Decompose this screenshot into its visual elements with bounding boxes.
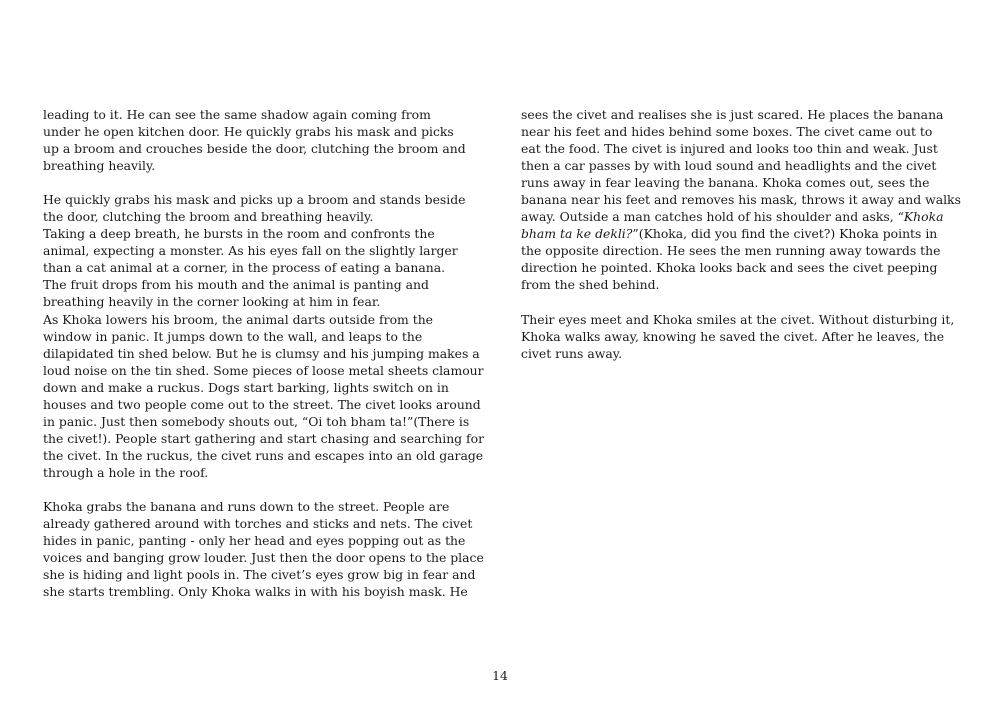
text-line: the civet. In the ruckus, the civet runs and escapes into an old garage [43,447,484,463]
paragraph-1 [43,106,483,174]
text-line: direction he pointed. Khoka looks back and sees the civet peeping [521,260,938,276]
text-line: than a cat animal at a corner, in the process of eating a banana. [43,260,446,276]
text-line: window in panic. It jumps down to the wall, and leaps to the [43,328,423,344]
text-line: The fruit drops from his mouth and the animal is panting and [43,277,429,293]
text-run: ”(Khoka, did you find the civet?) Khoka points in [632,226,938,242]
italic-phrase: bham ta ke dekli? [521,226,633,242]
text-line: in panic. Just then somebody shouts out, “Oi toh bham ta!”(There is [43,413,470,429]
text-line: civet runs away. [521,345,623,361]
paragraph-spacer [43,174,483,191]
text-line: up a broom and crouches beside the door, clutching the broom and [43,141,466,157]
text-line: Taking a deep breath, he bursts in the room and confronts the [43,226,435,242]
paragraph-spacer [43,481,483,498]
text-line [521,225,961,242]
text-line: the civet!). People start gathering and start chasing and searching for [43,430,485,446]
text-line: she is hiding and light pools in. The civet’s eyes grow big in fear and [43,567,476,583]
text-line: hides in panic, panting - only her head and eyes popping out as the [43,533,466,549]
text-line: from the shed behind. [521,277,660,293]
text-line: the door, clutching the broom and breathing heavily. [43,209,374,225]
text-line: eat the food. The civet is injured and looks too thin and weak. Just [521,141,938,157]
text-run: away. Outside a man catches hold of his shoulder and asks, “ [521,209,904,225]
text-line: through a hole in the roof. [43,464,209,480]
text-line: Their eyes meet and Khoka smiles at the civet. Without disturbing it, [521,311,955,327]
text-line: leading to it. He can see the same shadow again coming from [43,107,431,122]
text-line: already gathered around with torches and sticks and nets. The civet [43,516,473,532]
text-line: breathing heavily in the corner looking at him in fear. [43,294,381,310]
page-number: 14 [492,668,508,683]
text-line: the opposite direction. He sees the men running away towards the [521,243,941,259]
right-text-column [521,106,961,362]
text-line: down and make a ruckus. Dogs start barking, lights switch on in [43,379,449,395]
text-line: houses and two people come out to the street. The civet looks around [43,396,481,412]
text-line: Khoka grabs the banana and runs down to the street. People are [43,498,450,514]
text-line: near his feet and hides behind some boxes. The civet came out to [521,124,933,140]
text-line: Khoka walks away, knowing he saved the civet. After he leaves, the [521,328,945,344]
text-line: runs away in fear leaving the banana. Khoka comes out, sees the [521,175,930,191]
paragraph-3 [43,498,483,600]
text-line [521,208,961,225]
paragraph-4 [521,106,961,294]
text-line: animal, expecting a monster. As his eyes fall on the slightly larger [43,243,458,259]
text-line: dilapidated tin shed below. But he is clumsy and his jumping makes a [43,345,480,361]
text-line: As Khoka lowers his broom, the animal darts outside from the [43,311,434,327]
text-line: sees the civet and realises she is just scared. He places the banana [521,107,944,122]
paragraph-5 [521,311,961,362]
text-line: voices and banging grow louder. Just then the door opens to the place [43,550,484,566]
text-line: under he open kitchen door. He quickly grabs his mask and picks [43,124,454,140]
paragraph-2 [43,191,483,481]
text-line: loud noise on the tin shed. Some pieces of loose metal sheets clamour [43,362,484,378]
text-line: she starts trembling. Only Khoka walks in with his boyish mask. He [43,584,468,600]
text-line: then a car passes by with loud sound and headlights and the civet [521,158,937,174]
text-line: breathing heavily. [43,158,156,174]
italic-phrase: Khoka [903,209,944,225]
paragraph-spacer [521,294,961,311]
text-line: banana near his feet and removes his mask, throws it away and walks [521,192,961,208]
left-text-column [43,106,483,600]
text-line: He quickly grabs his mask and picks up a broom and stands beside [43,192,466,208]
